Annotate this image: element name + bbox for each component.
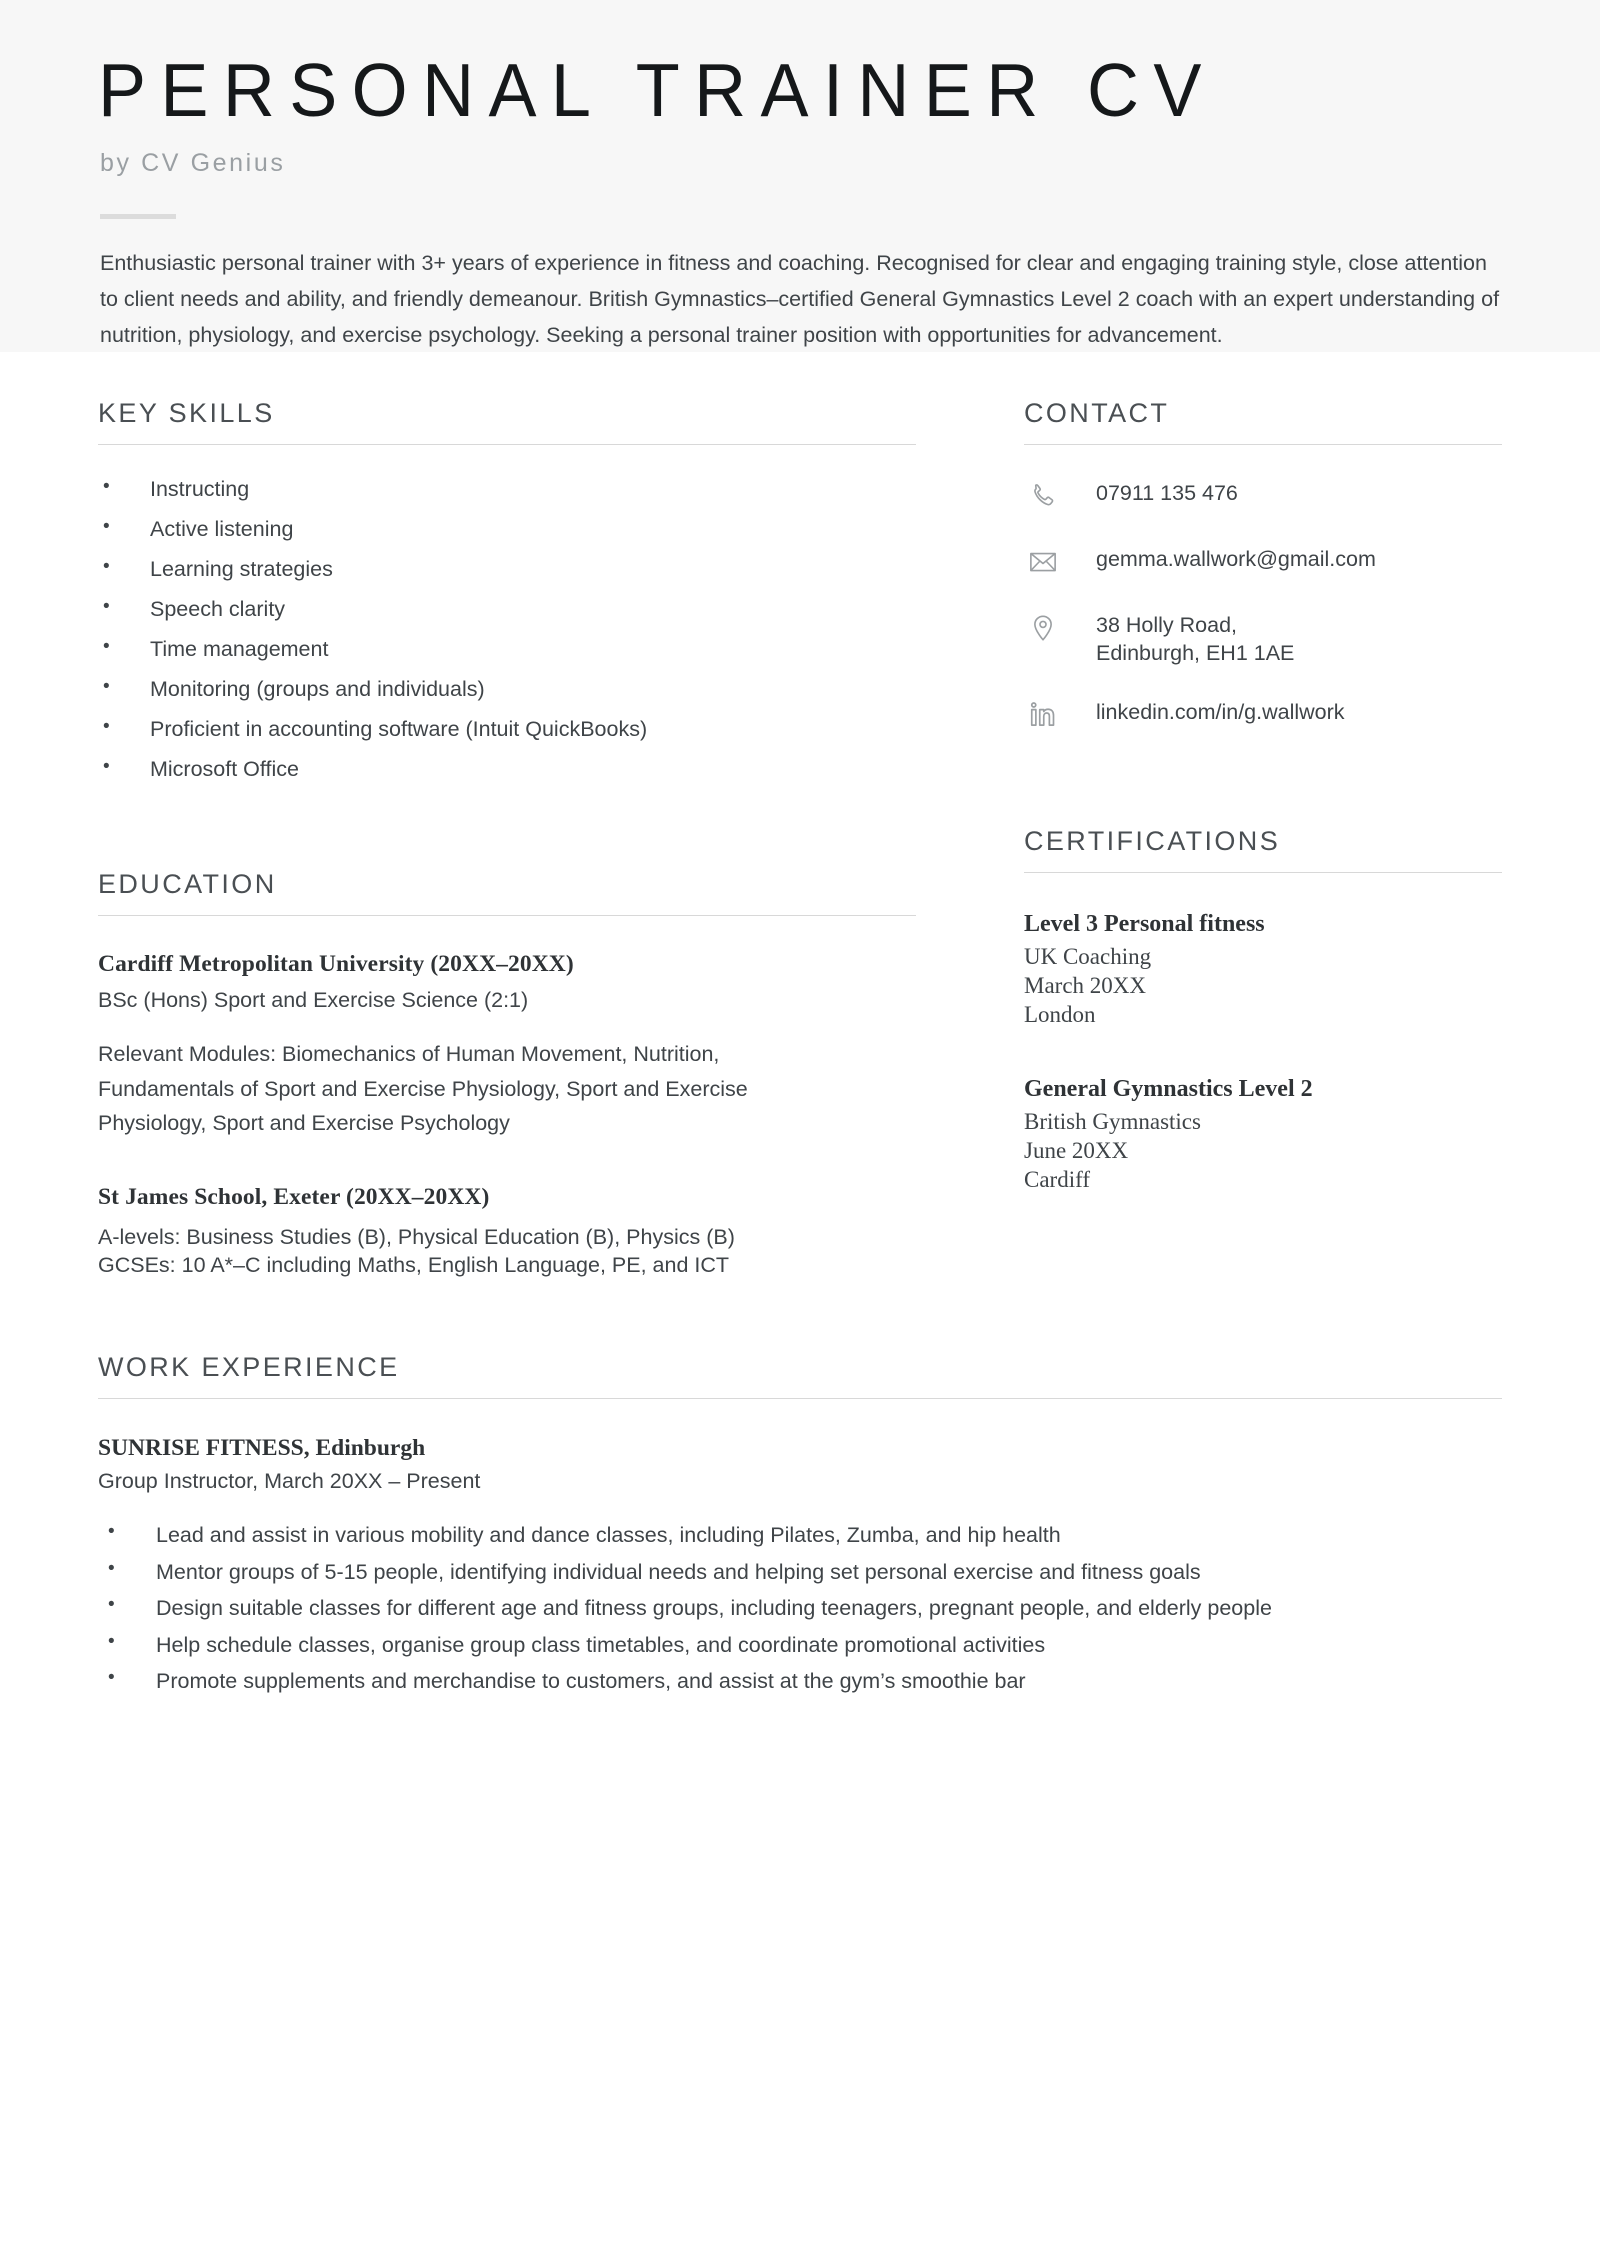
list-item: • Proficient in accounting software (Intuit QuickBooks) bbox=[98, 719, 916, 741]
education-detail-line: GCSEs: 10 A*–C including Maths, English Language, PE, and ICT bbox=[98, 1253, 730, 1278]
certification-line: UK Coaching bbox=[1024, 943, 1152, 969]
education-entry bbox=[98, 1183, 916, 1280]
list-item: • Lead and assist in various mobility and dance classes, including Pilates, Zumba, and hip health bbox=[98, 1520, 1486, 1551]
work-experience-section bbox=[98, 1352, 1502, 1697]
two-column-area bbox=[98, 398, 1502, 1280]
byline: by CV Genius bbox=[100, 148, 286, 177]
contact-line: 07911 135 476 bbox=[1096, 481, 1238, 505]
certifications-heading: CERTIFICATIONS bbox=[1024, 826, 1502, 873]
spacer bbox=[1024, 760, 1502, 826]
list-item: • Speech clarity bbox=[98, 599, 916, 621]
work-employer: SUNRISE FITNESS, Edinburgh bbox=[98, 1435, 426, 1462]
certification-entry bbox=[1024, 1074, 1502, 1195]
right-column bbox=[1024, 398, 1502, 1195]
contact-heading: CONTACT bbox=[1024, 398, 1502, 445]
list-item: • Active listening bbox=[98, 519, 916, 541]
list-item: • Mentor groups of 5-15 people, identifying individual needs and helping set personal exercise and fitness goals bbox=[98, 1557, 1486, 1588]
phone-icon bbox=[1024, 477, 1062, 515]
page-title: PERSONAL TRAINER CV bbox=[98, 48, 1216, 132]
certification-line: British Gymnastics bbox=[1024, 1109, 1201, 1135]
contact-row-address bbox=[1024, 607, 1502, 668]
linkedin-icon bbox=[1024, 696, 1062, 734]
education-details bbox=[98, 1223, 916, 1281]
list-item: • Instructing bbox=[98, 479, 916, 501]
envelope-icon bbox=[1024, 543, 1062, 581]
education-institution: St James School, Exeter (20XX–20XX) bbox=[98, 1184, 490, 1211]
key-skills-section bbox=[98, 398, 916, 781]
contact-phone-text bbox=[1096, 475, 1238, 507]
contact-row-phone[interactable] bbox=[1024, 475, 1502, 515]
education-institution: Cardiff Metropolitan University (20XX–20XX) bbox=[98, 951, 574, 977]
professional-summary: Enthusiastic personal trainer with 3+ years of experience in fitness and coaching. Recognised for clear and engaging training style, close attention to client needs and ability, and friendly demeanour. British Gymnastics–certified General Gymnastics Level 2 coach with an expert understanding of nutrition, physiology, and exercise psychology. Seeking a personal trainer position with opportunities for advancement. bbox=[100, 250, 1500, 347]
contact-line: 38 Holly Road, bbox=[1096, 613, 1238, 637]
contact-section bbox=[1024, 398, 1502, 734]
education-entry bbox=[98, 950, 916, 1141]
contact-address-text bbox=[1096, 607, 1294, 668]
list-item: • Help schedule classes, organise group class timetables, and coordinate promotional activities bbox=[98, 1630, 1486, 1661]
certification-line: March 20XX bbox=[1024, 972, 1146, 998]
work-experience-heading: WORK EXPERIENCE bbox=[98, 1352, 1502, 1399]
contact-linkedin-text bbox=[1096, 694, 1345, 726]
certification-title: Level 3 Personal fitness bbox=[1024, 910, 1265, 937]
list-item: • Promote supplements and merchandise to customers, and assist at the gym’s smoothie bar bbox=[98, 1666, 1486, 1697]
key-skills-list bbox=[98, 479, 916, 781]
key-skills-heading: KEY SKILLS bbox=[98, 398, 916, 445]
certification-line: London bbox=[1024, 1001, 1096, 1027]
cv-body bbox=[0, 398, 1600, 1697]
contact-line: Edinburgh, EH1 1AE bbox=[1096, 641, 1295, 666]
contact-email-text bbox=[1096, 541, 1376, 573]
map-pin-icon bbox=[1024, 609, 1062, 647]
education-degree: BSc (Hons) Sport and Exercise Science (2:1) bbox=[98, 988, 529, 1013]
education-section bbox=[98, 869, 916, 1280]
contact-line: linkedin.com/in/g.wallwork bbox=[1096, 699, 1345, 724]
list-item: • Monitoring (groups and individuals) bbox=[98, 679, 916, 701]
byline-divider bbox=[100, 214, 176, 219]
contact-list bbox=[1024, 475, 1502, 734]
list-item: • Microsoft Office bbox=[98, 759, 916, 781]
education-heading: EDUCATION bbox=[98, 869, 916, 916]
work-bullets bbox=[98, 1520, 1502, 1697]
work-role: Group Instructor, March 20XX – Present bbox=[98, 1469, 481, 1494]
left-column bbox=[98, 398, 916, 1280]
list-item: • Design suitable classes for different age and fitness groups, including teenagers, pregnant people, and elderly people bbox=[98, 1593, 1486, 1624]
list-item: • Learning strategies bbox=[98, 559, 916, 581]
spacer bbox=[98, 799, 916, 869]
contact-line: gemma.wallwork@gmail.com bbox=[1096, 547, 1376, 571]
certification-entry bbox=[1024, 909, 1502, 1030]
list-item: • Time management bbox=[98, 639, 916, 661]
certification-title: General Gymnastics Level 2 bbox=[1024, 1075, 1313, 1102]
certifications-section bbox=[1024, 826, 1502, 1195]
contact-row-email[interactable] bbox=[1024, 541, 1502, 581]
education-detail-line: A-levels: Business Studies (B), Physical Education (B), Physics (B) bbox=[98, 1224, 735, 1249]
certification-line: Cardiff bbox=[1024, 1167, 1091, 1193]
education-modules: Relevant Modules: Biomechanics of Human Movement, Nutrition, Fundamentals of Sport and Exercise Physiology, Sport and Exercise Physiology, Sport and Exercise Psychology bbox=[98, 1041, 748, 1136]
contact-row-linkedin[interactable] bbox=[1024, 694, 1502, 734]
work-entry bbox=[98, 1435, 1502, 1697]
cv-header-band bbox=[0, 0, 1600, 352]
certification-line: June 20XX bbox=[1024, 1138, 1129, 1164]
